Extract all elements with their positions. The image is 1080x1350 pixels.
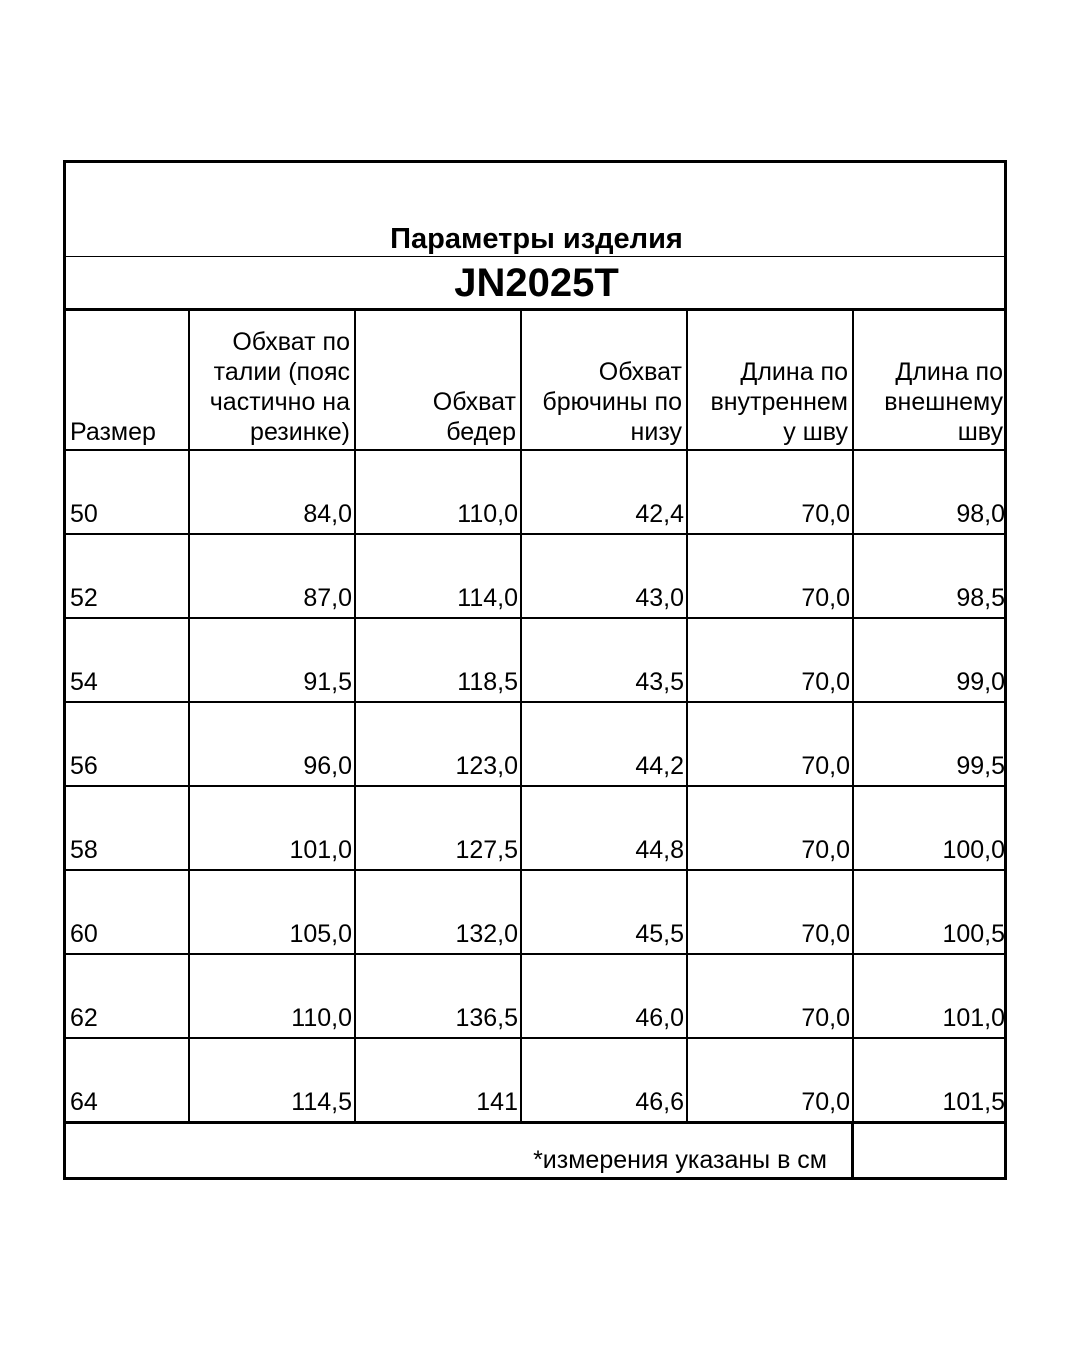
table-cell-inseam: 70,0 — [688, 1039, 854, 1123]
table-cell-leg-opening: 44,2 — [522, 703, 688, 787]
table-cell-inseam: 70,0 — [688, 787, 854, 871]
column-header-hips — [356, 311, 522, 451]
column-header-line: шву — [957, 418, 1003, 446]
table-cell-size: 56 — [66, 703, 190, 787]
table-cell-leg-opening: 43,0 — [522, 535, 688, 619]
table-cell-size: 50 — [66, 451, 190, 535]
table-cell-inseam: 70,0 — [688, 955, 854, 1039]
table-cell-hips: 118,5 — [356, 619, 522, 703]
column-header-inseam — [688, 311, 854, 451]
table-cell-size: 60 — [66, 871, 190, 955]
column-header-line: Длина по — [895, 358, 1003, 386]
table-cell-inseam: 70,0 — [688, 535, 854, 619]
size-chart-sheet — [63, 160, 1007, 1180]
column-header-line: талии (пояс — [213, 358, 350, 386]
table-cell-waist: 110,0 — [190, 955, 356, 1039]
empty-cell — [854, 1123, 1007, 1179]
table-cell-waist: 91,5 — [190, 619, 356, 703]
table-cell-outseam: 100,0 — [854, 787, 1007, 871]
table-cell-hips: 136,5 — [356, 955, 522, 1039]
column-header-line: Обхват по — [232, 328, 350, 356]
table-cell-hips: 110,0 — [356, 451, 522, 535]
table-cell-leg-opening: 42,4 — [522, 451, 688, 535]
table-cell-size: 58 — [66, 787, 190, 871]
column-header-line: Обхват — [432, 388, 516, 416]
table-cell-hips: 127,5 — [356, 787, 522, 871]
table-cell-leg-opening: 44,8 — [522, 787, 688, 871]
table-cell-waist: 87,0 — [190, 535, 356, 619]
table-cell-size: 64 — [66, 1039, 190, 1123]
table-cell-outseam: 100,5 — [854, 871, 1007, 955]
sheet-title: Параметры изделия — [66, 163, 1007, 257]
table-cell-waist: 105,0 — [190, 871, 356, 955]
table-cell-outseam: 99,0 — [854, 619, 1007, 703]
column-header-line: бедер — [446, 418, 516, 446]
table-cell-size: 52 — [66, 535, 190, 619]
column-header-outseam — [854, 311, 1007, 451]
column-header-line: внутреннем — [710, 388, 848, 416]
table-cell-inseam: 70,0 — [688, 619, 854, 703]
table-cell-outseam: 101,0 — [854, 955, 1007, 1039]
table-cell-waist: 96,0 — [190, 703, 356, 787]
table-cell-leg-opening: 46,6 — [522, 1039, 688, 1123]
table-cell-inseam: 70,0 — [688, 451, 854, 535]
table-cell-outseam: 98,0 — [854, 451, 1007, 535]
column-header-line: резинке) — [250, 418, 350, 446]
table-cell-inseam: 70,0 — [688, 703, 854, 787]
table-cell-outseam: 101,5 — [854, 1039, 1007, 1123]
column-header-size — [66, 311, 190, 451]
table-cell-leg-opening: 46,0 — [522, 955, 688, 1039]
table-cell-waist: 84,0 — [190, 451, 356, 535]
column-header-waist — [190, 311, 356, 451]
table-cell-size: 54 — [66, 619, 190, 703]
table-cell-hips: 114,0 — [356, 535, 522, 619]
table-cell-hips: 141 — [356, 1039, 522, 1123]
table-cell-leg-opening: 43,5 — [522, 619, 688, 703]
column-header-line: низу — [630, 418, 682, 446]
table-cell-leg-opening: 45,5 — [522, 871, 688, 955]
table-cell-hips: 123,0 — [356, 703, 522, 787]
table-cell-outseam: 98,5 — [854, 535, 1007, 619]
column-header-line: Размер — [70, 418, 156, 446]
table-cell-hips: 132,0 — [356, 871, 522, 955]
table-cell-waist: 114,5 — [190, 1039, 356, 1123]
table-cell-inseam: 70,0 — [688, 871, 854, 955]
column-header-leg-opening — [522, 311, 688, 451]
column-header-line: Обхват — [598, 358, 682, 386]
size-chart-grid — [66, 163, 1004, 1177]
column-header-line: частично на — [209, 388, 350, 416]
column-header-line: внешнему — [884, 388, 1003, 416]
column-header-line: у шву — [783, 418, 848, 446]
table-cell-size: 62 — [66, 955, 190, 1039]
column-header-line: брючины по — [542, 388, 682, 416]
model-code: JN2025T — [66, 257, 1007, 311]
measurement-note: *измерения указаны в см — [66, 1123, 854, 1179]
table-cell-outseam: 99,5 — [854, 703, 1007, 787]
column-header-line: Длина по — [740, 358, 848, 386]
table-cell-waist: 101,0 — [190, 787, 356, 871]
